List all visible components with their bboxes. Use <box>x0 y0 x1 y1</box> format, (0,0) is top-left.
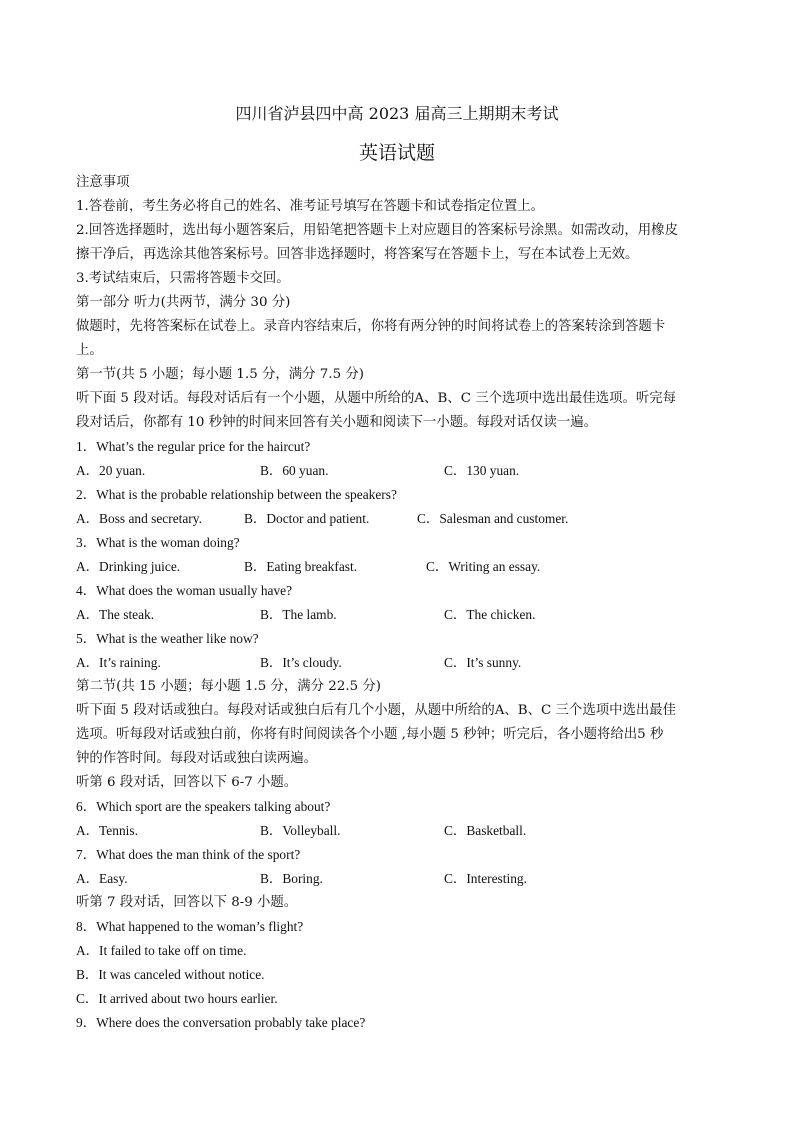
question-4-options <box>76 603 724 627</box>
option-a: A．The steak. <box>76 607 155 622</box>
notice-heading: 注意事项 <box>76 175 130 190</box>
option-a: A．It failed to take off on time. <box>76 943 247 958</box>
section2-instruction-line-1: 听下面 5 段对话或独白。每段对话或独白后有几个小题，从题中所给的A、B、C 三个选项中选出最佳 <box>76 703 677 718</box>
question-1: 1．What’s the regular price for the haircut? <box>76 439 311 454</box>
section1-heading: 第一节(共 5 小题；每小题 1.5 分，满分 7.5 分) <box>76 367 364 382</box>
exam-subtitle: 英语试题 <box>358 142 435 164</box>
section2-heading: 第二节(共 15 小题；每小题 1.5 分，满分 22.5 分) <box>76 679 381 694</box>
question-4: 4．What does the woman usually have? <box>76 583 293 598</box>
option-c: C．The chicken. <box>444 607 536 622</box>
option-b: B．Boring. <box>260 871 323 886</box>
option-b: B．The lamb. <box>260 607 337 622</box>
exam-body <box>76 171 724 1035</box>
question-9: 9．Where does the conversation probably take place? <box>76 1015 366 1030</box>
option-a: A．Boss and secretary. <box>76 511 202 526</box>
part1-heading: 第一部分 听力(共两节，满分 30 分) <box>76 295 291 310</box>
option-b: B．60 yuan. <box>260 463 329 478</box>
option-c: C．Writing an essay. <box>426 559 541 574</box>
question-6-options <box>76 819 724 843</box>
question-3-options <box>76 555 724 579</box>
option-c: C．130 yuan. <box>444 463 520 478</box>
question-2: 2．What is the probable relationship between the speakers? <box>76 487 397 502</box>
dialog-6-instruction: 听第 6 段对话，回答以下 6-7 小题。 <box>76 775 298 790</box>
option-c: C．It’s sunny. <box>444 655 522 670</box>
exam-title: 四川省泸县四中高 2023 届高三上期期末考试 <box>235 104 559 123</box>
question-2-options <box>76 507 724 531</box>
option-c: C．Basketball. <box>444 823 527 838</box>
section1-instruction-line-1: 听下面 5 段对话。每段对话后有一个小题，从题中所给的A、B、C 三个选项中选出最佳选项。听完每 <box>76 391 677 406</box>
section2-instruction-line-2: 选项。听每段对话或独白前，你将有时间阅读各个小题 ,每小题 5 秒钟；听完后，各小题将给出5 秒 <box>76 727 664 742</box>
option-c: C．It arrived about two hours earlier. <box>76 991 278 1006</box>
section2-instruction-line-3: 钟的作答时间。每段对话或独白读两遍。 <box>76 751 318 766</box>
notice-item-1: 1.答卷前，考生务必将自己的姓名、准考证号填写在答题卡和试卷指定位置上。 <box>76 199 545 214</box>
option-a: A．20 yuan. <box>76 463 146 478</box>
option-b: B．Volleyball. <box>260 823 341 838</box>
question-1-options <box>76 459 724 483</box>
option-a: A．Tennis. <box>76 823 138 838</box>
notice-item-3: 3.考试结束后，只需将答题卡交回。 <box>76 271 290 286</box>
option-c: C．Interesting. <box>444 871 527 886</box>
option-a: A．It’s raining. <box>76 655 161 670</box>
question-7-options <box>76 867 724 891</box>
question-5: 5．What is the weather like now? <box>76 631 259 646</box>
option-b: B．Doctor and patient. <box>244 511 370 526</box>
question-5-options <box>76 651 724 675</box>
question-7: 7．What does the man think of the sport? <box>76 847 301 862</box>
part1-instruction-line-1: 做题时，先将答案标在试卷上。录音内容结束后，你将有两分钟的时间将试卷上的答案转涂到答题卡 <box>76 319 666 334</box>
option-a: A．Easy. <box>76 871 128 886</box>
part1-instruction-line-2: 上。 <box>76 343 103 358</box>
dialog-7-instruction: 听第 7 段对话，回答以下 8-9 小题。 <box>76 895 298 910</box>
option-b: B．It was canceled without notice. <box>76 967 265 982</box>
section1-instruction-line-2: 段对话后，你都有 10 秒钟的时间来回答有关小题和阅读下一小题。每段对话仅读一遍。 <box>76 415 598 430</box>
notice-item-2-line-1: 2.回答选择题时，选出每小题答案后，用铅笔把答题卡上对应题目的答案标号涂黑。如需改动，用橡皮 <box>76 223 678 238</box>
option-a: A．Drinking juice. <box>76 559 181 574</box>
question-8: 8．What happened to the woman’s flight? <box>76 919 304 934</box>
option-b: B．Eating breakfast. <box>244 559 358 574</box>
question-3: 3．What is the woman doing? <box>76 535 240 550</box>
question-6: 6．Which sport are the speakers talking about? <box>76 799 331 814</box>
option-b: B．It’s cloudy. <box>260 655 342 670</box>
notice-item-2-line-2: 擦干净后，再选涂其他答案标号。回答非选择题时，将答案写在答题卡上，写在本试卷上无效。 <box>76 247 639 262</box>
option-c: C．Salesman and customer. <box>417 511 569 526</box>
